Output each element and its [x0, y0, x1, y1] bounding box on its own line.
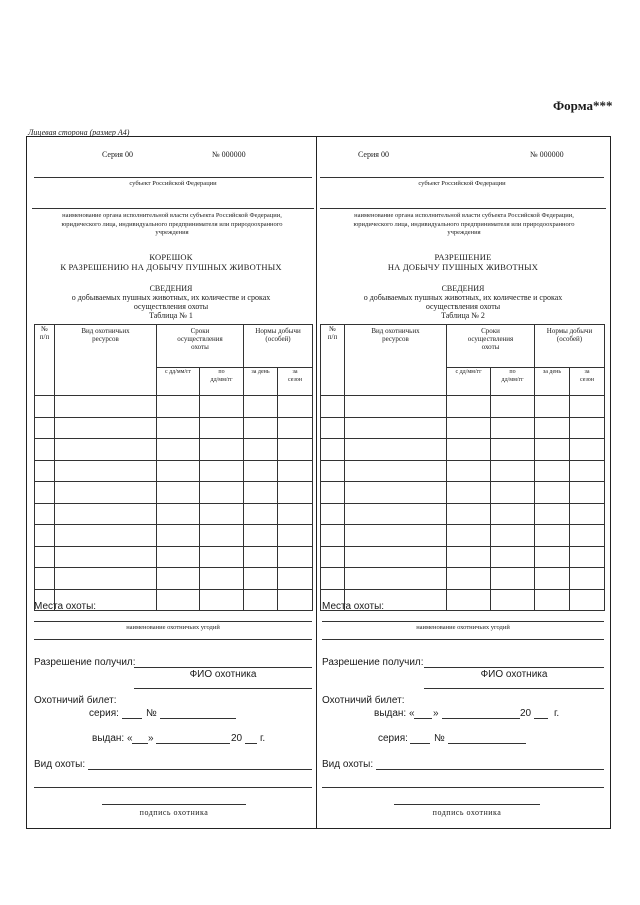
fio-caption: ФИО охотника — [480, 669, 548, 680]
hunting-places-line — [322, 621, 604, 622]
hunting-places-label: Места охоты: — [34, 601, 97, 612]
hunting-places-line-2 — [34, 639, 312, 640]
issued-day-line — [414, 718, 432, 719]
hunting-places-label: Места охоты: — [322, 601, 385, 612]
title-line-2: К РАЗРЕШЕНИЮ НА ДОБЫЧУ ПУШНЫХ ЖИВОТНЫХ — [60, 262, 282, 272]
subject-caption: субъект Российской Федерации — [418, 180, 506, 187]
permit-received-line — [424, 667, 604, 668]
ticket-no-line — [448, 743, 526, 744]
table-row — [321, 503, 605, 525]
permit-half — [318, 136, 608, 829]
issued-day-line — [132, 743, 148, 744]
col-to-header: по дд/мм/гг — [491, 368, 535, 396]
table-row — [321, 525, 605, 547]
col-from-header: с дд/мм/гг — [447, 368, 491, 396]
species-table — [320, 324, 605, 611]
issued-label: выдан: « — [374, 708, 415, 719]
hunt-type-label: Вид охоты: — [34, 759, 86, 770]
col-kind-header: Вид охотничьих ресурсов — [345, 325, 447, 396]
permit-received-label: Разрешение получил: — [34, 657, 136, 668]
col-norms-header: Нормы добычи (особей) — [244, 325, 313, 368]
permit-received-label: Разрешение получил: — [322, 657, 424, 668]
ticket-no-line — [160, 718, 236, 719]
info-title: СВЕДЕНИЯ — [441, 284, 485, 293]
table-row — [35, 482, 313, 504]
table-row — [321, 568, 605, 590]
info-line-1: о добываемых пушных животных, их количестве и сроках — [71, 293, 271, 302]
side-label: Лицевая сторона (размер А4) — [28, 128, 130, 137]
table-row — [321, 546, 605, 568]
info-title: СВЕДЕНИЯ — [149, 284, 193, 293]
col-norms-header: Нормы добычи (особей) — [535, 325, 605, 368]
grounds-caption: наименование охотничьих угодий — [416, 624, 510, 631]
table-row — [321, 396, 605, 418]
info-heading — [318, 284, 608, 320]
title-line-2: НА ДОБЫЧУ ПУШНЫХ ЖИВОТНЫХ — [387, 262, 539, 272]
fio-caption: ФИО охотника — [189, 669, 257, 680]
fio-line — [134, 688, 312, 689]
org-caption-line-1: наименование органа исполнительной власти субъекта Российской Федерации, — [62, 212, 282, 219]
info-heading — [26, 284, 316, 320]
hunt-type-line — [376, 769, 604, 770]
number-label: № 000000 — [212, 150, 246, 159]
table-row — [35, 439, 313, 461]
col-day-header: за день — [535, 368, 570, 396]
grounds-caption: наименование охотничьих угодий — [126, 624, 220, 631]
table-number: Таблица № 2 — [441, 311, 485, 320]
form-label: Форма*** — [553, 98, 613, 113]
subject-line — [34, 177, 312, 178]
number-label: № 000000 — [530, 150, 564, 159]
col-season-header: за сезон — [570, 368, 605, 396]
table-row — [35, 568, 313, 590]
permit-received-line — [134, 667, 312, 668]
subject-caption: субъект Российской Федерации — [129, 180, 217, 187]
table-row — [35, 417, 313, 439]
signature-caption: подпись охотника — [432, 808, 502, 817]
table-row — [321, 482, 605, 504]
signature-line — [102, 804, 246, 805]
ticket-label: Охотничий билет: — [34, 695, 117, 706]
table-row — [35, 396, 313, 418]
table-number: Таблица № 1 — [149, 311, 193, 320]
series-label: Серия 00 — [102, 150, 133, 159]
info-line-2: осуществления охоты — [133, 302, 209, 311]
info-line-2: осуществления охоты — [425, 302, 501, 311]
col-from-header: с дд/мм/гг — [157, 368, 200, 396]
col-day-header: за день — [244, 368, 278, 396]
table-row — [35, 546, 313, 568]
hunt-type-line-2 — [34, 787, 312, 788]
col-terms-header: Сроки осуществления охоты — [157, 325, 244, 368]
subject-line — [320, 177, 604, 178]
col-terms-header: Сроки осуществления охоты — [447, 325, 535, 368]
ticket-series-line — [410, 743, 430, 744]
col-number-header: № п/п — [35, 325, 55, 396]
hunting-places-line — [34, 621, 312, 622]
col-season-header: за сезон — [278, 368, 313, 396]
org-line — [32, 208, 314, 209]
series-label: Серия 00 — [358, 150, 389, 159]
issued-month-line — [156, 743, 230, 744]
species-table — [34, 324, 313, 611]
ticket-label: Охотничий билет: — [322, 695, 405, 706]
org-line — [320, 208, 606, 209]
table-row — [321, 460, 605, 482]
issued-quote: » — [433, 708, 439, 719]
hunt-type-line-2 — [322, 787, 604, 788]
org-caption — [318, 212, 610, 238]
org-caption — [28, 212, 316, 238]
issued-month-line — [442, 718, 520, 719]
issued-year: 20 — [520, 708, 532, 719]
org-caption-line-2: юридического лица, индивидуального предпринимателя или природоохранного — [353, 220, 575, 228]
signature-line — [394, 804, 540, 805]
title-line-1: РАЗРЕШЕНИЕ — [434, 252, 492, 262]
center-divider — [316, 136, 317, 829]
hunt-type-line — [88, 769, 312, 770]
table-row — [35, 460, 313, 482]
issued-year-line — [534, 718, 548, 719]
document-title — [318, 252, 608, 272]
col-to-header: по дд/мм/гг — [200, 368, 244, 396]
issued-year: 20 — [231, 733, 243, 744]
org-caption-line-2: юридического лица, индивидуального предпринимателя или природоохранного — [61, 220, 283, 228]
issued-quote: » — [148, 733, 154, 744]
issued-year-g: г. — [554, 708, 560, 719]
signature-caption: подпись охотника — [139, 808, 209, 817]
ticket-series-line — [122, 718, 142, 719]
ticket-no-label: № — [434, 733, 445, 744]
ticket-series-label: серия: — [378, 733, 408, 744]
org-caption-line-1: наименование органа исполнительной власти субъекта Российской Федерации, — [354, 212, 574, 219]
issued-label: выдан: « — [92, 733, 133, 744]
stub-half — [26, 136, 316, 829]
col-kind-header: Вид охотничьих ресурсов — [55, 325, 157, 396]
table-row — [35, 503, 313, 525]
col-number-header: № п/п — [321, 325, 345, 396]
ticket-series-label: серия: — [89, 708, 119, 719]
org-caption-line-3: учреждения — [447, 229, 481, 236]
hunting-places-line-2 — [322, 639, 604, 640]
info-line-1: о добываемых пушных животных, их количестве и сроках — [363, 293, 563, 302]
table-row — [321, 417, 605, 439]
table-row — [35, 525, 313, 547]
title-line-1: КОРЕШОК — [149, 252, 193, 262]
org-caption-line-3: учреждения — [155, 229, 189, 236]
issued-year-g: г. — [260, 733, 266, 744]
hunt-type-label: Вид охоты: — [322, 759, 374, 770]
table-row — [321, 439, 605, 461]
issued-year-line — [245, 743, 257, 744]
document-title — [26, 252, 316, 272]
ticket-no-label: № — [146, 708, 157, 719]
fio-line — [424, 688, 604, 689]
